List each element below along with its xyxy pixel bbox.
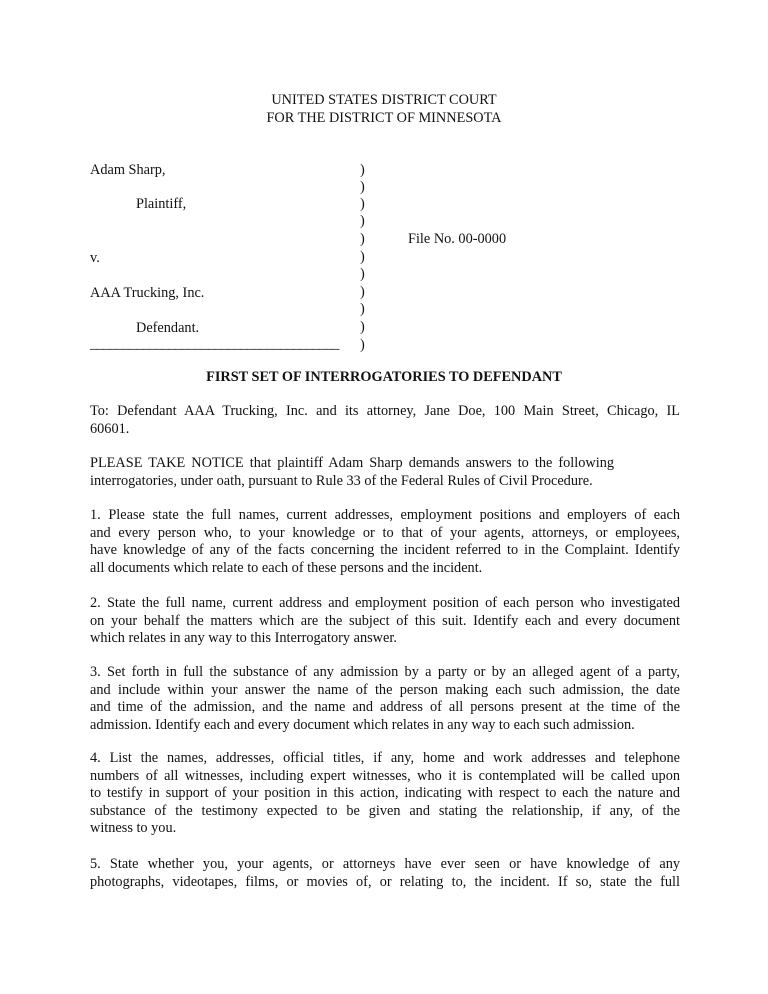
paragraph-line: substance of the testimony expected to be given and stating the relationship, if any, of the xyxy=(90,802,680,819)
paragraph-line: all documents which relate to each of these persons and the incident. xyxy=(90,559,483,576)
caption-paren: ) xyxy=(360,284,365,300)
versus-label: v. xyxy=(90,250,100,266)
defendant-name: AAA Trucking, Inc. xyxy=(90,285,205,301)
paragraph-line: on your behalf the matters which are the subject of this suit. Identify each and every document xyxy=(90,612,680,629)
paragraph-line: numbers of all witnesses, including expert witnesses, who it is contemplated will be called upon xyxy=(90,767,680,784)
caption-paren: ) xyxy=(360,162,365,178)
plaintiff-name: Adam Sharp, xyxy=(90,162,166,178)
court-name-line: UNITED STATES DISTRICT COURT xyxy=(271,92,497,108)
caption-paren: ) xyxy=(360,213,365,229)
caption-divider: ______________________________________ xyxy=(90,336,339,352)
paragraph-line: to testify in support of your position in this action, indicating with respect to each the nature and xyxy=(90,785,680,801)
plaintiff-label: Plaintiff, xyxy=(136,196,187,212)
to-paragraph xyxy=(90,403,680,438)
paragraph-line: and time of the admission, and the name and address of all persons present at the time of the xyxy=(90,699,680,715)
paragraph-line: 1. Please state the full names, current addresses, employment positions and employers of each xyxy=(90,507,680,523)
paragraph-line: interrogatories, under oath, pursuant to Rule 33 of the Federal Rules of Civil Procedure. xyxy=(90,472,593,489)
paragraph-line: which relates in any way to this Interrogatory answer. xyxy=(90,630,397,646)
interrogatory-1 xyxy=(90,507,680,577)
document-title: FIRST SET OF INTERROGATORIES TO DEFENDANT xyxy=(206,369,562,385)
paragraph-line: and every person who, to your knowledge or to that of your agents, attorneys, or employees, xyxy=(90,524,680,541)
caption-paren: ) xyxy=(360,231,365,247)
paragraph-line: witness to you. xyxy=(90,820,177,836)
caption-paren: ) xyxy=(360,249,365,265)
interrogatory-5 xyxy=(90,856,680,891)
paragraph-line: photographs, videotapes, films, or movies of, or relating to, the incident. If so, state the full xyxy=(90,873,680,890)
file-number: File No. 00-0000 xyxy=(408,231,507,247)
interrogatory-3 xyxy=(90,664,680,734)
caption-paren: ) xyxy=(360,196,365,212)
paragraph-line: 4. List the names, addresses, official titles, if any, home and work addresses and telephone xyxy=(90,750,680,766)
defendant-label: Defendant. xyxy=(136,320,200,336)
caption-paren: ) xyxy=(360,319,365,335)
caption-paren: ) xyxy=(360,266,365,282)
paragraph-line: To: Defendant AAA Trucking, Inc. and its attorney, Jane Doe, 100 Main Street, Chicago, IL xyxy=(90,403,680,419)
notice-paragraph xyxy=(90,455,680,490)
paragraph-line: 2. State the full name, current address and employment position of each person who investigated xyxy=(90,595,680,611)
paragraph-line: and include within your answer the name of the person making each such admission, the date xyxy=(90,681,680,698)
caption-paren: ) xyxy=(360,301,365,317)
interrogatory-4 xyxy=(90,750,680,838)
caption-paren: ) xyxy=(360,337,365,353)
paragraph-line: 60601. xyxy=(90,420,130,437)
court-district-line: FOR THE DISTRICT OF MINNESOTA xyxy=(266,110,502,126)
caption-paren: ) xyxy=(360,179,365,195)
paragraph-line: have knowledge of any of the facts concerning the incident referred to in the Complaint. Identify xyxy=(90,542,680,558)
interrogatory-2 xyxy=(90,595,680,648)
paragraph-line: 5. State whether you, your agents, or attorneys have ever seen or have knowledge of any xyxy=(90,856,680,872)
paragraph-line: PLEASE TAKE NOTICE that plaintiff Adam Sharp demands answers to the following xyxy=(90,455,614,471)
paragraph-line: 3. Set forth in full the substance of any admission by a party or by an alleged agent of a party, xyxy=(90,664,680,680)
paragraph-line: admission. Identify each and every document which relates in any way to each such admission. xyxy=(90,716,635,733)
